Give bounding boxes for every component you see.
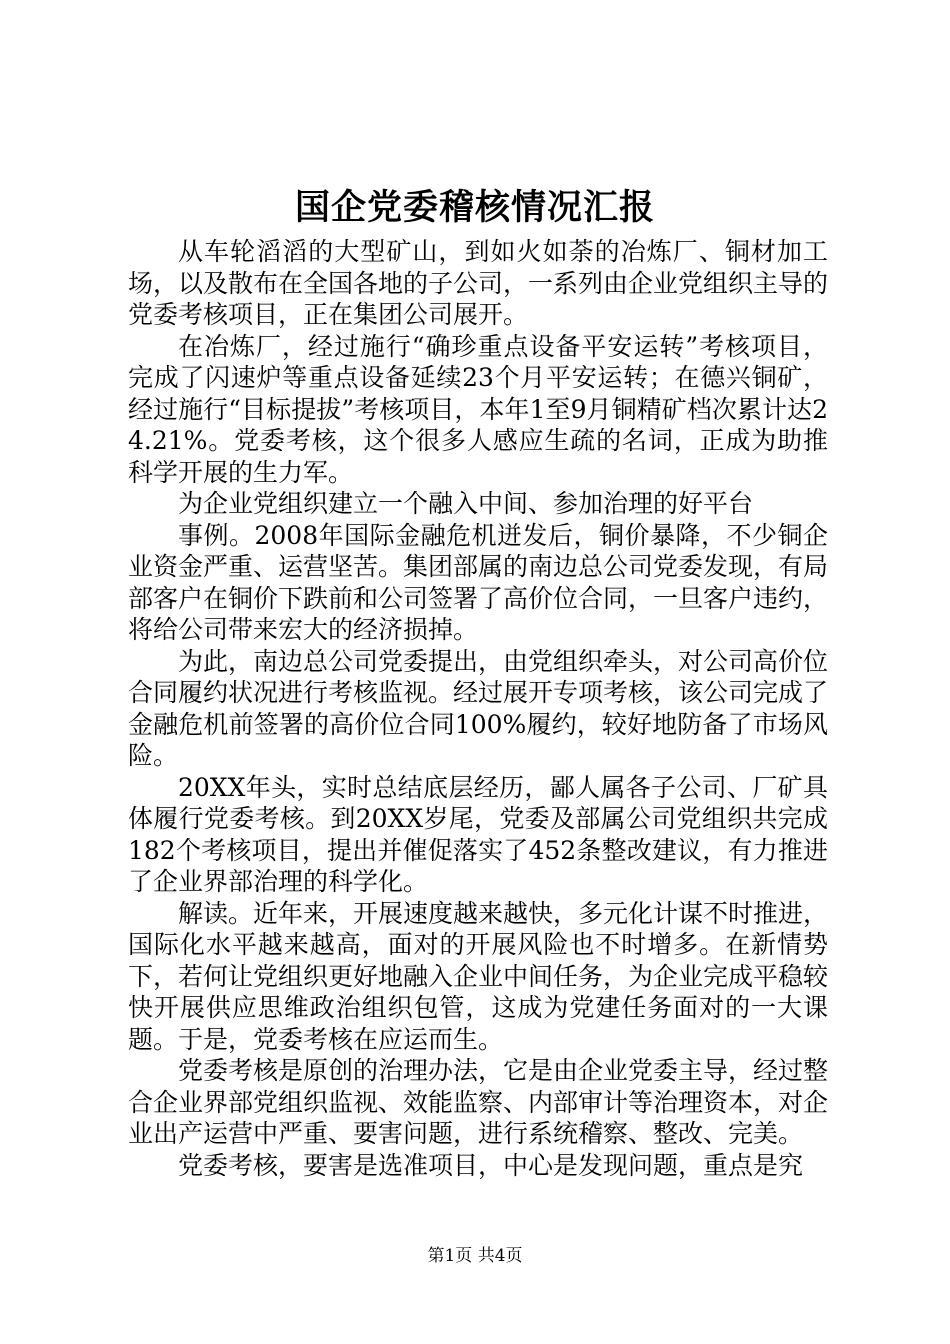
document-title: 国企党委稽核情况汇报 — [294, 187, 655, 228]
paragraph: 为此，南边总公司党委提出，由党组织牵头，对公司高价位合同履约状况进行考核监视。经过展开专项考核，该公司完成了金融危机前签署的高价位合同100%履约，较好地防备了市场风险。 — [128, 646, 829, 770]
paragraph: 党委考核是原创的治理办法，它是由企业党委主导，经过整合企业界部党组织监视、效能监察、内部审计等治理资本，对企业出产运营中严重、要害问题，进行系统稽察、整改、完美。 — [128, 1056, 829, 1148]
paragraph: 解读。近年来，开展速度越来越快，多元化计谋不时推进，国际化水平越来越高，面对的开展风险也不时增多。在新情势下，若何让党组织更好地融入企业中间任务，为企业完成平稳较快开展供应思维政治组织包管，这成为党建任务面对的一大课题。于是，党委考核在应运而生。 — [128, 898, 829, 1054]
paragraph: 党委考核，要害是选准项目，中心是发现问题，重点是究 — [178, 1150, 804, 1180]
page-footer: 第1页 共4页 — [427, 1246, 523, 1266]
paragraph: 20XX年头，实时总结底层经历，鄙人属各子公司、厂矿具体履行党委考核。到20XX岁尾，党委及部属公司党组织共完成182个考核项目，提出并催促落实了452条整改建议，有力推进了企业界部治理的科学化。 — [128, 772, 828, 896]
document-body — [128, 236, 828, 1181]
paragraph: 从车轮滔滔的大型矿山，到如火如荼的冶炼厂、铜材加工场，以及散布在全国各地的子公司，一系列由企业党组织主导的党委考核项目，正在集团公司展开。 — [128, 237, 829, 329]
paragraph: 事例。2008年国际金融危机迸发后，铜价暴降，不少铜企业资金严重、运营坚苦。集团部属的南边总公司党委发现，有局部客户在铜价下跌前和公司签署了高价位合同，一旦客户违约，将给公司带来宏大的经济损掉。 — [128, 520, 829, 644]
paragraph: 为企业党组织建立一个融入中间、参加治理的好平台 — [178, 489, 754, 518]
paragraph: 在冶炼厂，经过施行“确珍重点设备平安运转”考核项目，完成了闪速炉等重点设备延续23个月平安运转；在德兴铜矿，经过施行“目标提拔”考核项目，本年1至9月铜精矿档次累计达24.21%。党委考核，这个很多人感应生疏的名词，正成为助推科学开展的生力军。 — [128, 331, 828, 487]
